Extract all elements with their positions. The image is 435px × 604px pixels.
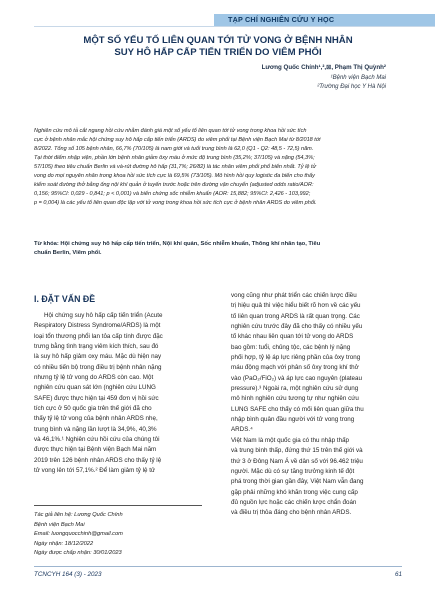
body-line: thứ 3 ở Đông Nam Á về dân số với 96.462 triệu <box>231 457 363 465</box>
body-line: và trung bình thấp, đứng thứ 15 trên thế giới và <box>231 447 363 455</box>
body-line: trung bình và nặng lần lượt là 34,9%, 40,3% <box>34 425 157 433</box>
body-line: trưng bằng tình trạng viêm kích thích, sau đó <box>34 343 159 351</box>
journal-issue: TCNCYH 164 (3) - 2023 <box>34 571 102 578</box>
abstract-line: p = 0,004) là các yếu tố liên quan độc lập với tử vong trong khoa hồi sức tích cực ở bệnh nhân ARDS do viêm phổi. <box>34 199 317 206</box>
affiliation-2: ²Trường Đại học Y Hà Nội <box>317 84 386 90</box>
body-line: pressure).³ Ngoài ra, một nghiên cứu sử dụng <box>231 385 359 393</box>
keyword-line: Từ khóa: Hội chứng suy hô hấp cấp tiến triển, Nội khí quản, Sốc nhiễm khuẩn, Thông khí nhân tạo, Tiêu <box>34 241 321 247</box>
body-column-right <box>231 291 399 519</box>
body-line: ARDS.⁴ <box>231 426 253 434</box>
body-line: loại tổn thương phổi lan tỏa cấp tính được đặc <box>34 332 163 340</box>
page-number: 61 <box>394 571 402 578</box>
footnote-line: Ngày được chấp nhận: 30/01/2023 <box>34 550 122 557</box>
abstract-line: Tại thời điểm nhập viện, phần lớn bệnh nhân giảm ôxy máu ở mức độ trung bình (35,2%; 37/105) và nặng (54,3%; <box>34 154 315 161</box>
body-line: Hội chứng suy hô hấp cấp tiến triển (Acute <box>44 312 163 319</box>
keywords <box>34 240 402 258</box>
body-line: phối hợp, tỷ lệ áp lực riêng phần của ôxy trong <box>231 354 361 362</box>
body-line: 2019 trên 126 bệnh nhân ARDS cho thấy tỷ lệ <box>34 456 162 464</box>
footnote-line: Bệnh viện Bạch Mai <box>34 521 85 528</box>
title-line: SUY HÔ HẤP CẤP TIẾN TRIỂN DO VIÊM PHỔI <box>114 47 322 58</box>
section-heading: I. ĐẶT VẤN ĐỀ <box>34 294 96 304</box>
abstract-line: 0,156; 95%CI: 0,029 - 0,841; p < 0,001) và biến chứng sốc nhiễm khuẩn (AOR: 15,882; 95%CI: 2,426 - 103,992; <box>34 190 311 197</box>
body-line: và điều trị thỏa đáng cho bệnh nhân ARDS. <box>231 509 352 517</box>
body-line: vào (PaO₂/FiO₂) và áp lực cao nguyên (plateau <box>231 374 362 382</box>
body-line: máu động mạch với phân số ôxy trong khí thở <box>231 364 359 372</box>
body-line: SAFE) được thực hiện tại 459 đơn vị hồi sức <box>34 394 159 402</box>
header-rule <box>34 26 435 27</box>
body-line: tích cực ở 50 quốc gia trên thế giới đã cho <box>34 405 152 413</box>
body-line: là suy hô hấp giảm oxy máu. Mặc dù hiện nay <box>34 353 162 361</box>
body-line: Việt Nam là một quốc gia có thu nhập thấp <box>231 436 350 444</box>
body-line: gặp phải những khó khăn trong việc cung cấp <box>231 488 358 496</box>
body-line: được thực hiện tại Bệnh viện Bạch Mai năm <box>34 446 157 454</box>
journal-header: TẠP CHÍ NGHIÊN CỨU Y HỌC <box>214 14 435 26</box>
affiliation-1: ¹Bệnh viện Bạch Mai <box>330 75 386 81</box>
author-list: Lương Quốc Chính¹,²,⊠, Phạm Thị Quỳnh² <box>261 64 386 71</box>
keyword-line: chuẩn Berlin, Viêm phổi. <box>34 250 102 257</box>
article-title <box>34 35 402 59</box>
footnote-line: Ngày nhận: 18/12/2022 <box>34 540 94 547</box>
body-line: mô hình nghiên cứu tương tự như nghiên cứu <box>231 395 359 403</box>
body-line: đủ nguồn lực hoặc các chiến lược chẩn đoán <box>231 498 357 506</box>
title-line: MỘT SỐ YẾU TỐ LIÊN QUAN TỚI TỬ VONG Ở BỆNH NHÂN <box>83 35 353 46</box>
body-line: LUNG SAFE cho thấy có mối liên quan giữa thu <box>231 405 364 413</box>
footnote-divider <box>34 505 202 506</box>
body-line: trị hiệu quả thì việc hiểu biết rõ hơn về các yếu <box>231 302 361 310</box>
abstract-line: 8/2022. Tổng số 105 bệnh nhân, 66,7% (70/105) là nam giới và tuổi trung bình là 62,0 (Q1 - Q2: 48,5 - 72,5) năm. <box>34 145 314 152</box>
body-line: tử vong lên tới 57,1%.² Để làm giảm tỷ lệ tử <box>34 467 156 475</box>
body-line: tố khác nhau liên quan tới tử vong do ARDS <box>231 333 354 341</box>
body-line: bao gồm: tuổi, chủng tộc, các bệnh lý nặng <box>231 343 351 351</box>
abstract-line: kiểm soát đường thở bằng ống nội khí quản ở tuyến trước hoặc trên đường vận chuyển (adjusted odds ratio/AOR: <box>34 181 314 188</box>
footnote-email: Email: luongquocchinh@gmail.com <box>34 531 123 538</box>
body-line: nhưng tỷ lệ tử vong do ARDS còn cao. Một <box>34 374 154 382</box>
body-line: nghiên cứu quan sát lớn (nghiên cứu LUNG <box>34 384 156 392</box>
abstract-line: 57/105) theo tiêu chuẩn Berlin và và-rút đường hô hấp (31,7%; 26/82) là tác nhân viêm phổi phổ biến nhất. Tỷ lệ tử <box>34 163 317 170</box>
abstract-line: vong do mọi nguyên nhân trong khoa hồi sức tích cực là 69,5% (73/105). Mô hình hồi quy logistic đa biến cho thấy <box>34 172 315 179</box>
footer-rule <box>34 566 402 567</box>
body-line: vong cũng như phát triển các chiến lược điều <box>231 292 357 299</box>
abstract-line: Nghiên cứu mô tả cắt ngang hồi cứu nhằm đánh giá một số yếu tố liên quan tới tử vong trong khoa hồi sức tích <box>34 128 307 134</box>
abstract <box>34 127 402 208</box>
body-line: phá trong thời gian gần đây, Việt Nam vẫn đang <box>231 478 364 486</box>
abstract-line: cực ở bệnh nhân mắc hội chứng suy hô hấp cấp tiến triển (ARDS) do viêm phổi tại Bệnh viện Bạch Mai từ 8/2018 tới <box>34 136 321 143</box>
body-line: người. Mặc dù có sự tăng trưởng kinh tế đột <box>231 467 355 475</box>
body-column-left <box>34 311 202 477</box>
body-line: có nhiều tiến bộ trong điều trị bệnh nhân nặng <box>34 363 162 371</box>
footnote-line: Tác giả liên hệ: Lương Quốc Chính <box>34 512 123 518</box>
body-line: nhập bình quân đầu người với tử vong trong <box>231 416 355 424</box>
body-line: tố liên quan trong ARDS là rất quan trọng. Các <box>231 312 360 320</box>
body-line: nghiên cứu trước đây đã cho thấy có nhiều yếu <box>231 323 363 331</box>
body-line: và 46,1%.¹ Nghiên cứu hồi cứu của chúng tôi <box>34 436 160 444</box>
body-line: Respiratory Distress Syndrome/ARDS) là một <box>34 322 161 330</box>
body-line: thấy tỷ lệ tử vong của bệnh nhân ARDS nhẹ, <box>34 415 158 423</box>
correspondence-footnote <box>34 511 202 559</box>
